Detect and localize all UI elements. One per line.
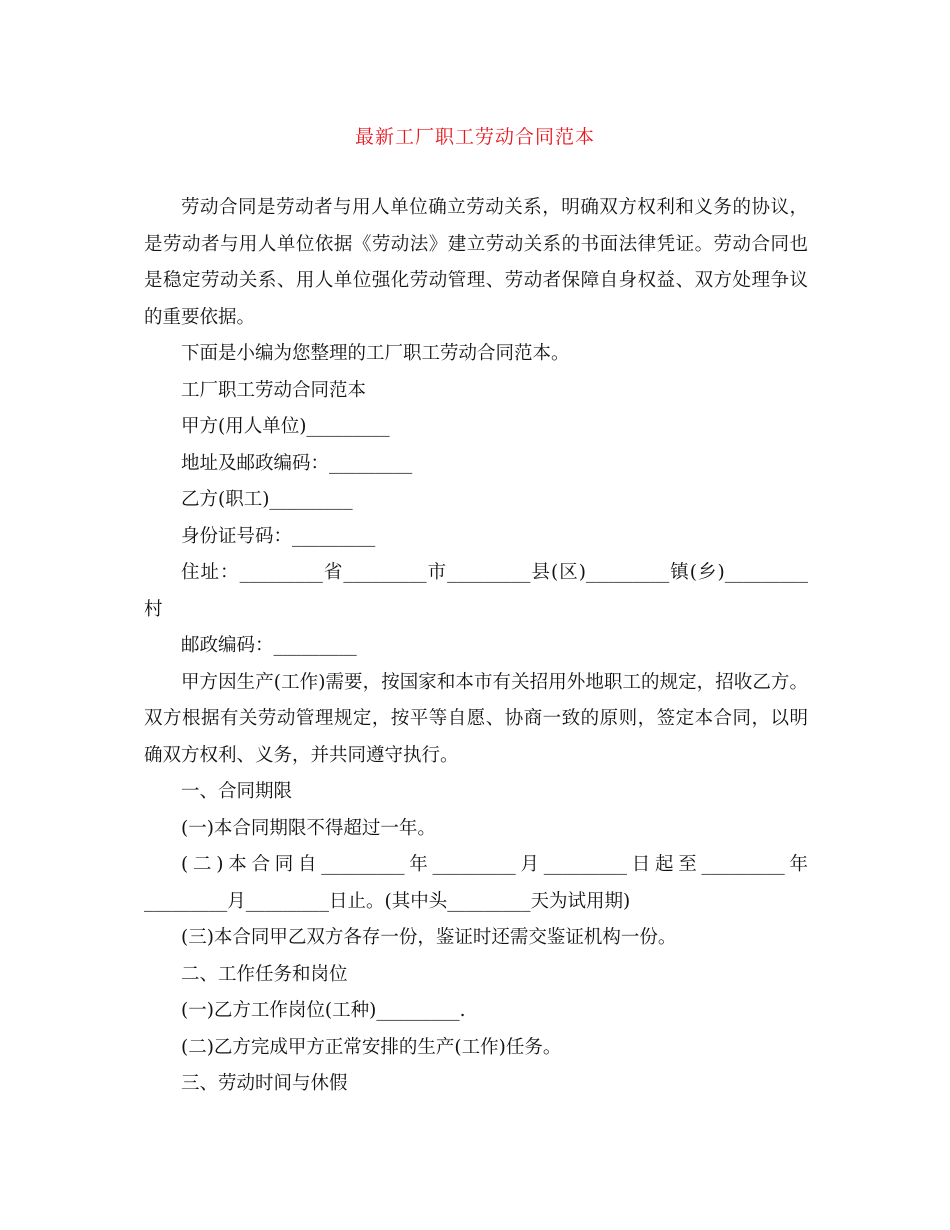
- intro-note: 下面是小编为您整理的工厂职工劳动合同范本。: [181, 343, 570, 364]
- clause-1-2: (二)本合同自_________年_________月_________日起至_________年_________月_________日止。(其中头_________天为试用期): [144, 854, 808, 912]
- postal-code-line: 邮政编码：_________: [181, 635, 357, 656]
- section-heading-hours: 三、劳动时间与休假: [181, 1073, 348, 1094]
- document-title: 最新工厂职工劳动合同范本: [354, 126, 595, 148]
- party-b-line: 乙方(职工)_________: [181, 489, 353, 510]
- clause-2-1: (一)乙方工作岗位(工种)_________.: [181, 1000, 466, 1021]
- section-heading-term: 一、合同期限: [181, 781, 293, 802]
- intro-paragraph: 劳动合同是劳动者与用人单位确立劳动关系，明确双方权利和义务的协议，是劳动者与用人单位依据《劳动法》建立劳动关系的书面法律凭证。劳动合同也是稳定劳动关系、用人单位强化劳动管理、劳动者保障自身权益、双方处理争议的重要依据。: [144, 197, 808, 328]
- residence-line: 住址：_________省_________市_________县(区)_________镇(乡)_________村: [144, 562, 808, 620]
- clause-1-3: (三)本合同甲乙双方各存一份，鉴证时还需交鉴证机构一份。: [181, 927, 677, 948]
- contract-heading: 工厂职工劳动合同范本: [181, 379, 367, 401]
- party-a-line: 甲方(用人单位)_________: [181, 416, 390, 437]
- clause-1-1: (一)本合同期限不得超过一年。: [181, 817, 436, 839]
- address-line: 地址及邮政编码：_________: [181, 452, 413, 474]
- clause-2-2: (二)乙方完成甲方正常安排的生产(工作)任务。: [181, 1036, 562, 1058]
- document-body: [144, 190, 808, 1103]
- id-number-line: 身份证号码：_________: [181, 525, 376, 547]
- preamble-paragraph: 甲方因生产(工作)需要，按国家和本市有关招用外地职工的规定，招收乙方。双方根据有关劳动管理规定，按平等自愿、协商一致的原则，签定本合同，以明确双方权利、义务，并共同遵守执行。: [144, 671, 808, 766]
- section-heading-tasks: 二、工作任务和岗位: [181, 963, 348, 985]
